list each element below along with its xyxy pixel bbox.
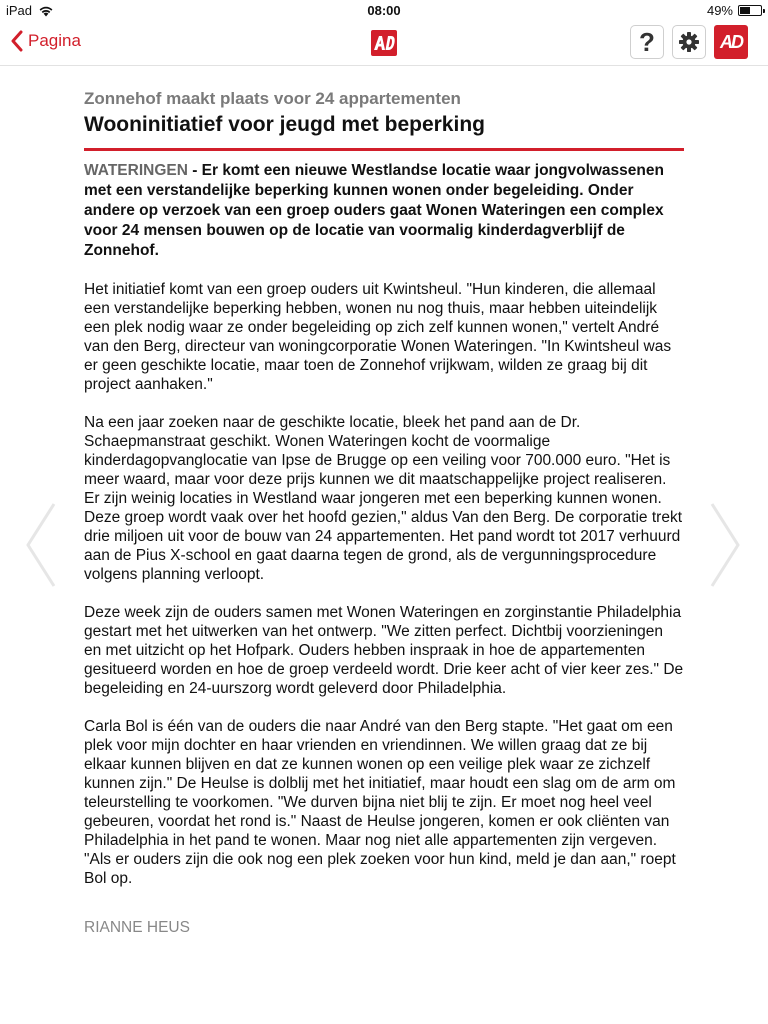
article-lead-text: - Er komt een nieuwe Westlandse locatie waar jongvolwassenen met een verstandelijke beperking kunnen wonen onder begeleiding. Onder andere op verzoek van een groep ouders gaat Wonen Wateringen een complex voor 24 mensen bouwen op de locatie van voormalig kinderdagverblijf de Zonnehof.: [84, 162, 664, 259]
article: [84, 88, 684, 937]
device-label: iPad: [6, 3, 33, 18]
previous-page-arrow-icon[interactable]: [24, 500, 58, 590]
battery-fill: [740, 7, 750, 14]
chevron-left-icon: [10, 30, 24, 52]
article-paragraph: Deze week zijn de ouders samen met Wonen Wateringen en zorginstantie Philadelphia gestart met het uitwerken van het ontwerp. "We zitten perfect. Dichtbij voorzieningen en met uitzicht op het Hofpark. Ouders hebben inspraak in hoe de appartementen gesitueerd worden en hoe de groep verdeeld wordt. Drie keer acht of vier keer zes." De begeleiding en 24-uurszorg wordt geleverd door Philadelphia.: [84, 604, 684, 697]
ad-home-button[interactable]: [714, 25, 748, 59]
help-button[interactable]: [630, 25, 664, 59]
battery-icon: [738, 5, 762, 16]
battery-percentage: 49%: [706, 3, 733, 18]
article-paragraph: Het initiatief komt van een groep ouders uit Kwintsheul. "Hun kinderen, die allemaal een verstandelijke beperking hebben, wonen nu nog thuis, maar hebben uiteindelijk een plek nodig waar ze onder begeleiding op zich zelf kunnen wonen," vertelt André van den Berg, directeur van woningcorporatie Wonen Wateringen. "In Kwintsheul was er geen geschikte locatie, maar toen de Zonnehof vrijkwam, wilden ze graag bij dit project aanhaken.": [84, 281, 672, 393]
nav-actions: [630, 25, 748, 59]
article-lead: [84, 161, 684, 261]
status-right: [707, 3, 762, 18]
back-button[interactable]: [10, 30, 81, 52]
nav-bar: [0, 20, 768, 66]
next-page-arrow-icon[interactable]: [708, 500, 742, 590]
back-button-label: Pagina: [28, 31, 81, 50]
status-time: 08:00: [367, 3, 401, 18]
headline-divider: [84, 148, 684, 151]
status-bar: [0, 0, 768, 20]
article-headline: Wooninitiatief voor jeugd met beperking: [84, 113, 485, 136]
question-icon: ?: [639, 27, 655, 57]
ad-logo-icon: [371, 30, 397, 56]
article-paragraph: Carla Bol is één van de ouders die naar André van den Berg stapte. "Het gaat om een plek voor mijn dochter en haar vrienden en vriendinnen. We willen graag dat ze bij elkaar kunnen blijven en dat ze kunnen wonen op een veilige plek waar ze zichzelf kunnen zijn." De Heulse is dolblij met het initiatief, maar houdt een slag om de arm om teleurstelling te voorkomen. "We durven bijna niet blij te zijn. Er moet nog heel veel gebeuren, voordat het rond is." Naast de Heulse jongeren, komen er ook cliënten van Philadelphia in het pand te wonen. Maar nog niet alle appartementen zijn vergeven. "Als er ouders zijn die ook nog een plek zoeken voor hun kind, meld je dan aan," roept Bol op.: [84, 718, 676, 887]
settings-button[interactable]: [672, 25, 706, 59]
gear-icon: [678, 31, 700, 53]
article-dateline: WATERINGEN: [84, 162, 188, 179]
article-kicker: Zonnehof maakt plaats voor 24 appartementen: [84, 89, 461, 108]
article-paragraph: Na een jaar zoeken naar de geschikte locatie, bleek het pand aan de Dr. Schaepmanstraat geschikt. Wonen Wateringen kocht de voormalige kinderdagopvanglocatie van Ipse de Brugge op een veiling voor 700.000 euro. "Het is meer waard, maar voor deze prijs kunnen we dit maatschappelijke project realiseren. Er zijn weinig locaties in Westland waar jongeren met een beperking kunnen wonen. Deze groep wordt vaak over het hoofd gezien," aldus Van den Berg. De corporatie trekt drie miljoen uit voor de bouw van 24 appartementen. Het pand wordt tot 2017 verhuurd aan de Pius X-school en gaat daarna tegen de grond, als de vergunningsprocedure volgens planning verloopt.: [84, 414, 683, 583]
article-author: RIANNE HEUS: [84, 919, 190, 936]
ad-logo-text: AD: [720, 31, 742, 52]
